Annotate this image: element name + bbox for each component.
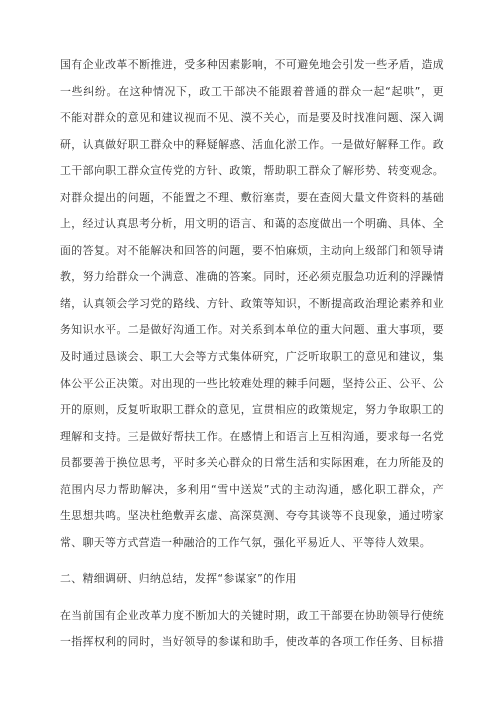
text-line: 教，努力给群众一个满意、准确的答案。同时，还必须克服急功近利的浮躁情 xyxy=(60,270,444,284)
document-body xyxy=(60,52,444,656)
text-line: 理解和支持。三是做好帮扶工作。在感情上和语言上互相沟通，要求每一名党 xyxy=(60,429,444,443)
text-line: 范围内尽力帮助解决，多利用“雪中送炭”式的主动沟通，感化职工群众，产 xyxy=(60,482,444,496)
text-line: 员都要善于换位思考，平时多关心群众的日常生活和实际困难，在力所能及的 xyxy=(60,456,444,470)
text-line: 研，认真做好职工群众中的释疑解惑、活血化淤工作。一是做好解释工作。政 xyxy=(60,137,444,151)
paragraph-spacer xyxy=(60,556,444,566)
paragraph-spacer xyxy=(60,593,444,603)
text-line: 开的原则，反复听取职工群众的意见，宣贯相应的政策规定，努力争取职工的 xyxy=(60,403,444,417)
text-line: 及时通过恳谈会、职工大会等方式集体研究，广泛听取职工的意见和建议，集 xyxy=(60,350,444,364)
text-line: 绪，认真领会学习党的路线、方针、政策等知识，不断提高政治理论素养和业 xyxy=(60,296,444,310)
text-line: 对群众提出的问题，不能置之不理、敷衍塞责，要在查阅大量文件资料的基础 xyxy=(60,190,444,204)
text-line: 务知识水平。二是做好沟通工作。对关系到本单位的重大问题、重大事项，要 xyxy=(60,323,444,337)
text-line: 不能对群众的意见和建议视而不见、漠不关心，而是要及时找准问题、深入调 xyxy=(60,111,444,125)
text-line: 工干部向职工群众宣传党的方针、政策，帮助职工群众了解形势、转变观念。 xyxy=(60,164,444,178)
section-heading: 二、精细调研、归纳总结，发挥“参谋家”的作用 xyxy=(60,572,297,586)
text-line: 在当前国有企业改革力度不断加大的关键时期，政工干部要在协助领导行使统 xyxy=(60,608,444,622)
text-line: 常、聊天等方式营造一种融洽的工作气氛，强化平易近人、平等待人效果。 xyxy=(60,535,431,549)
text-line: 一些纠纷。在这种情况下，政工干部决不能跟着普通的群众一起“起哄”，更 xyxy=(60,84,444,98)
paragraph-1 xyxy=(60,52,444,556)
text-line: 一指挥权利的同时，当好领导的参谋和助手，使改革的各项工作任务、目标措 xyxy=(60,635,444,649)
paragraph-2 xyxy=(60,603,444,656)
text-line: 面的答复。对不能解决和回答的问题，要不怕麻烦，主动向上级部门和领导请 xyxy=(60,243,444,257)
text-line: 生思想共鸣。坚决杜绝敷弄玄虚、高深莫测、夸夸其谈等不良现象，通过唠家 xyxy=(60,509,444,523)
text-line: 国有企业改革不断推进，受多种因素影响，不可避免地会引发一些矛盾，造成 xyxy=(60,58,444,71)
text-line: 上，经过认真思考分析，用文明的语言、和蔼的态度做出一个明确、具体、全 xyxy=(60,217,444,231)
text-line: 体公平公正决策。对出现的一些比较难处理的棘手问题，坚持公正、公平、公 xyxy=(60,376,444,390)
